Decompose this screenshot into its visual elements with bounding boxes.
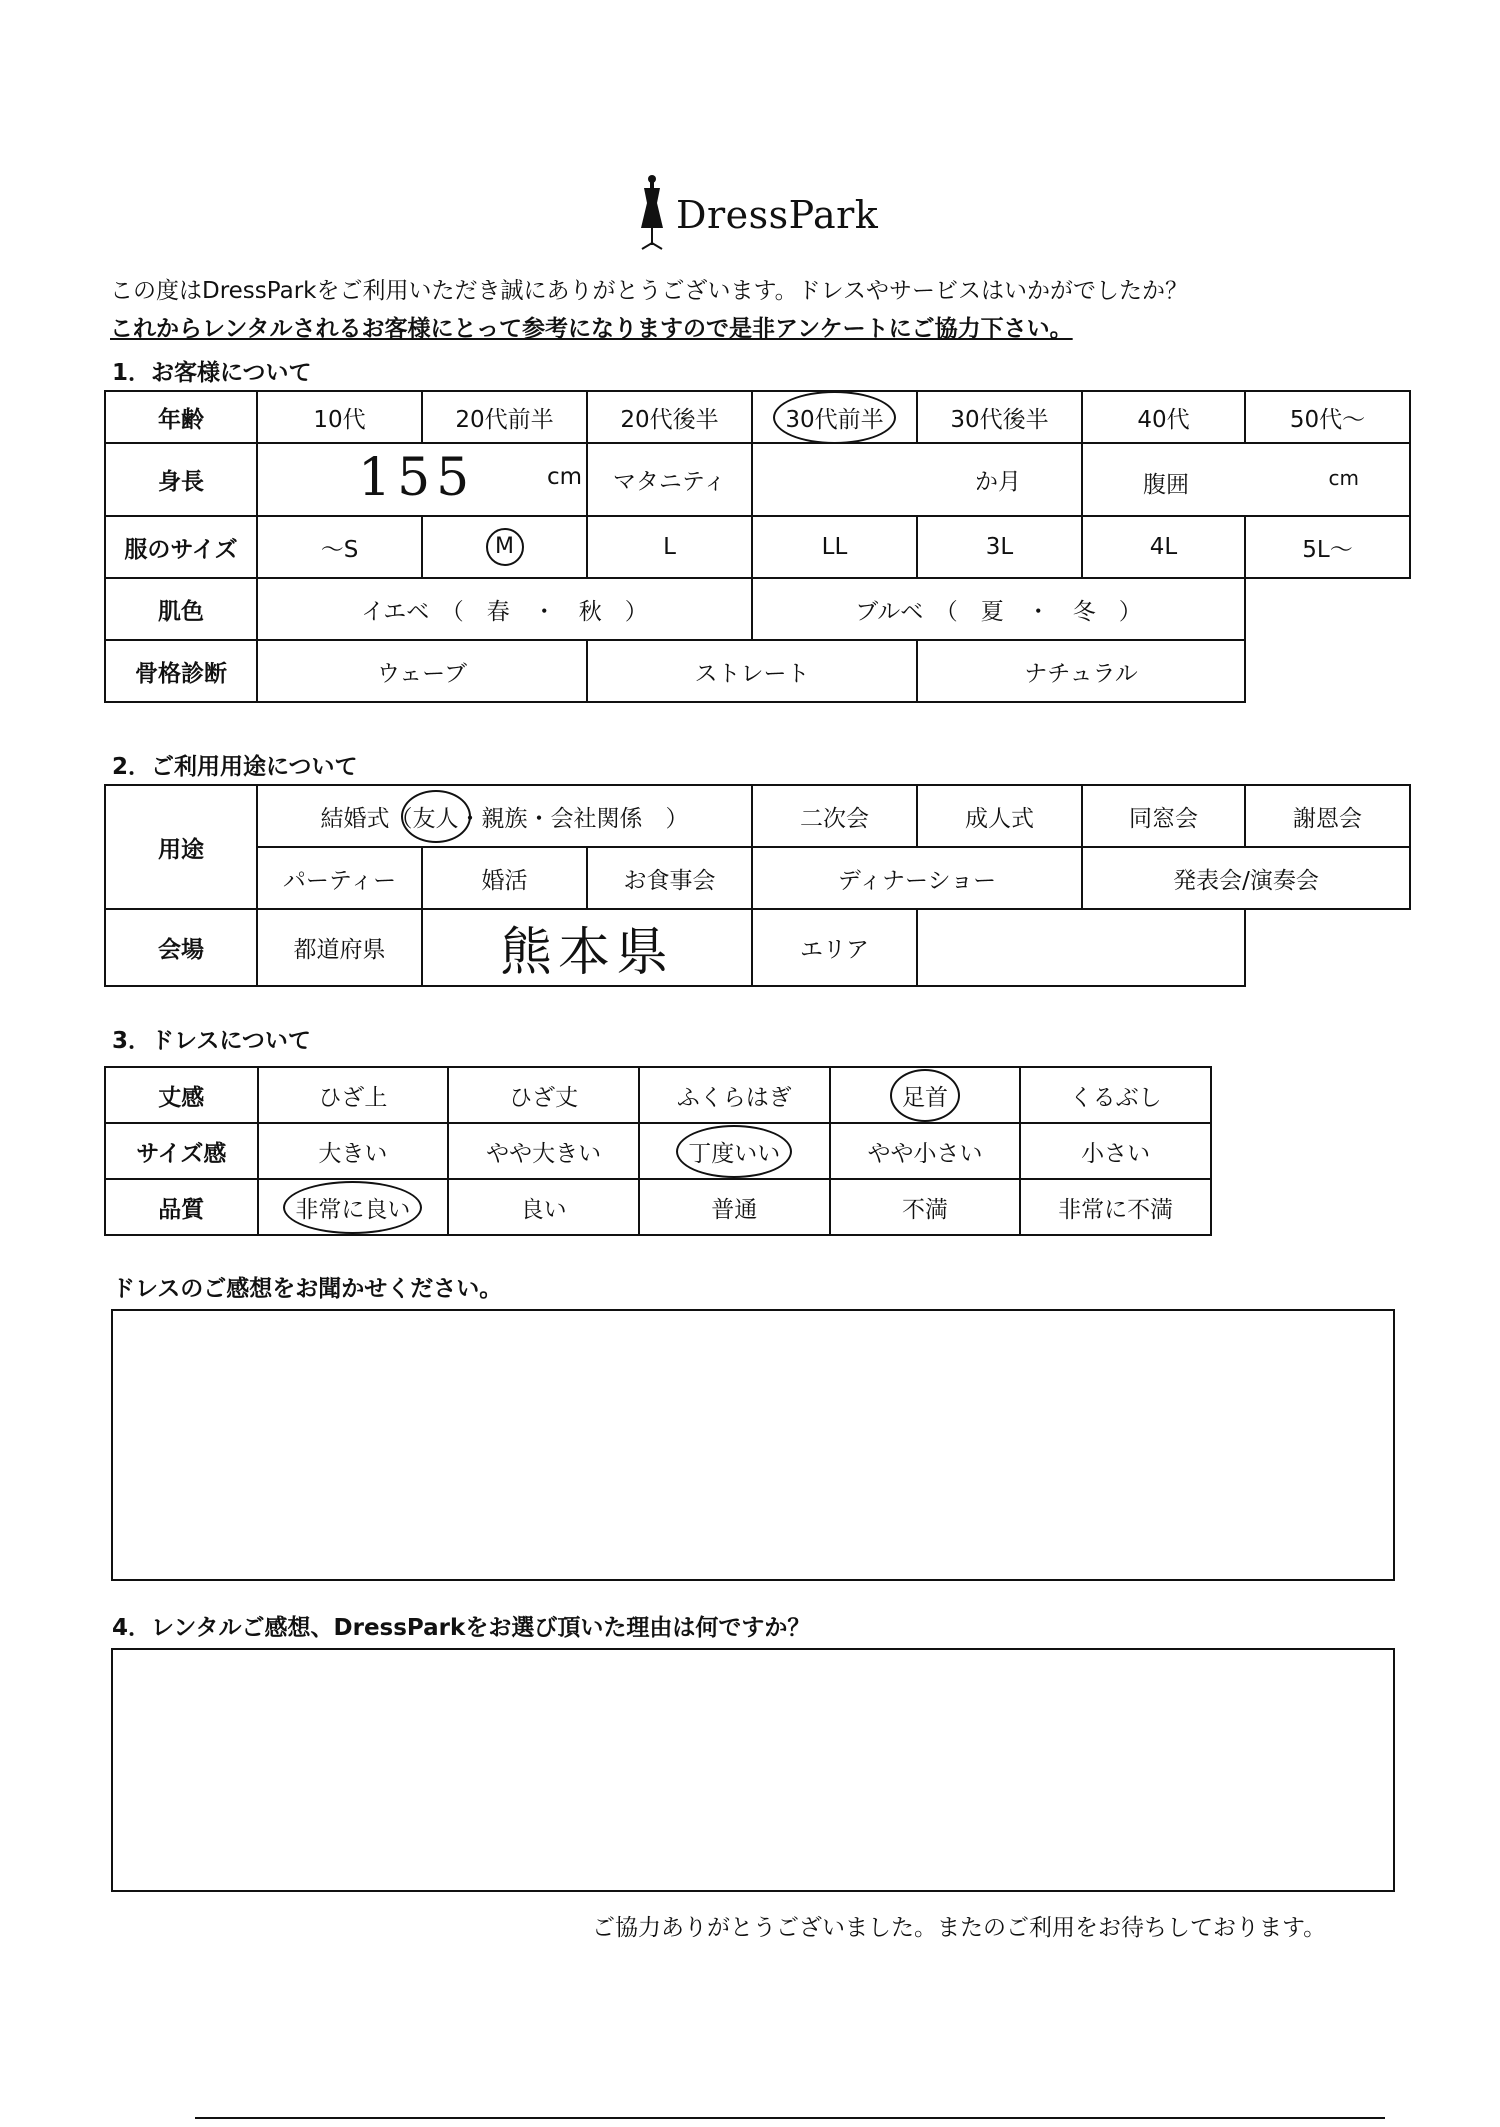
venue-row xyxy=(105,909,1410,986)
fit-option-selected[interactable] xyxy=(639,1123,830,1179)
height-label: 身長 xyxy=(105,443,257,516)
purpose-row-1 xyxy=(105,785,1410,847)
waist-field[interactable] xyxy=(1082,443,1410,516)
quality-option[interactable]: 良い xyxy=(448,1179,639,1235)
fit-option[interactable]: 小さい xyxy=(1020,1123,1211,1179)
size-row xyxy=(105,516,1410,578)
age-option[interactable]: 20代後半 xyxy=(587,391,752,443)
fit-option[interactable]: やや大きい xyxy=(448,1123,639,1179)
selection-circle: M xyxy=(486,528,524,566)
length-option[interactable]: ふくらはぎ xyxy=(639,1067,830,1123)
waist-unit: cm xyxy=(1328,466,1359,490)
wedding-prefix: 結婚式（ xyxy=(320,805,413,832)
wedding-rest: ・親族・会社関係 ） xyxy=(458,805,689,832)
purpose-option[interactable]: 二次会 xyxy=(752,785,917,847)
months-unit: か月 xyxy=(975,469,1021,495)
impressions-textarea[interactable] xyxy=(111,1309,1395,1581)
frame-option[interactable]: ナチュラル xyxy=(917,640,1245,702)
age-option[interactable]: 30代後半 xyxy=(917,391,1082,443)
age-option[interactable]: 40代 xyxy=(1082,391,1245,443)
size-option[interactable]: 5L～ xyxy=(1245,516,1410,578)
area-field[interactable] xyxy=(917,909,1245,986)
prefecture-value: 熊本県 xyxy=(500,923,675,983)
quality-row xyxy=(105,1179,1211,1235)
purpose-option[interactable]: お食事会 xyxy=(587,847,752,909)
length-option[interactable]: ひざ丈 xyxy=(448,1067,639,1123)
customer-table xyxy=(104,390,1411,703)
quality-option[interactable]: 非常に不満 xyxy=(1020,1179,1211,1235)
quality-option-selected[interactable] xyxy=(258,1179,449,1235)
selection-circle: 友人 xyxy=(413,800,459,833)
quality-option[interactable]: 不満 xyxy=(830,1179,1021,1235)
dress-table xyxy=(104,1066,1212,1236)
quality-option[interactable]: 普通 xyxy=(639,1179,830,1235)
section3-title: 3．ドレスについて xyxy=(112,1028,311,1054)
purpose-option[interactable]: ディナーショー xyxy=(752,847,1082,909)
length-option[interactable]: ひざ上 xyxy=(258,1067,449,1123)
impressions-label: ドレスのご感想をお聞かせください。 xyxy=(112,1276,503,1302)
skin-yellow-option[interactable]: イエベ （ 春 ・ 秋 ） xyxy=(257,578,752,640)
age-option-selected[interactable] xyxy=(752,391,917,443)
fit-option[interactable]: やや小さい xyxy=(830,1123,1021,1179)
size-option[interactable]: L xyxy=(587,516,752,578)
brand-name: DressPark xyxy=(676,193,879,237)
frame-row xyxy=(105,640,1410,702)
purpose-option[interactable]: 成人式 xyxy=(917,785,1082,847)
purpose-option[interactable]: 発表会/演奏会 xyxy=(1082,847,1410,909)
size-label: 服のサイズ xyxy=(105,516,257,578)
maternity-label: マタニティ xyxy=(587,443,752,516)
age-option[interactable]: 20代前半 xyxy=(422,391,587,443)
bottom-divider xyxy=(195,2117,1385,2119)
selection-circle: 足首 xyxy=(902,1079,948,1112)
purpose-table xyxy=(104,784,1411,987)
purpose-option[interactable]: パーティー xyxy=(257,847,422,909)
intro-request: これからレンタルされるお客様にとって参考になりますので是非アンケートにご協力下さい。 xyxy=(110,316,1073,342)
length-row xyxy=(105,1067,1211,1123)
skin-blue-option[interactable]: ブルベ （ 夏 ・ 冬 ） xyxy=(752,578,1245,640)
selection-circle: 丁度いい xyxy=(688,1135,780,1168)
reason-textarea[interactable] xyxy=(111,1648,1395,1892)
purpose-option[interactable]: 謝恩会 xyxy=(1245,785,1410,847)
selection-circle: 30代前半 xyxy=(785,401,883,434)
skin-row xyxy=(105,578,1410,640)
fit-label: サイズ感 xyxy=(105,1123,258,1179)
prefecture-label: 都道府県 xyxy=(257,909,422,986)
months-field[interactable] xyxy=(752,443,1082,516)
prefecture-field[interactable] xyxy=(422,909,752,986)
dresspark-logo xyxy=(632,173,879,253)
size-option[interactable]: 4L xyxy=(1082,516,1245,578)
length-option-selected[interactable] xyxy=(830,1067,1021,1123)
wedding-option[interactable] xyxy=(257,785,752,847)
frame-option[interactable]: ストレート xyxy=(587,640,917,702)
venue-label: 会場 xyxy=(105,909,257,986)
size-option[interactable]: LL xyxy=(752,516,917,578)
frame-label: 骨格診断 xyxy=(105,640,257,702)
size-option-selected[interactable] xyxy=(422,516,587,578)
purpose-row-2 xyxy=(105,847,1410,909)
size-option[interactable]: ～S xyxy=(257,516,422,578)
dress-form-icon xyxy=(632,173,672,253)
height-value: 155 xyxy=(358,448,476,508)
area-label: エリア xyxy=(752,909,917,986)
age-label: 年齢 xyxy=(105,391,257,443)
length-option[interactable]: くるぶし xyxy=(1020,1067,1211,1123)
intro-text: この度はDressParkをご利用いただき誠にありがとうございます。ドレスやサービスはいかがでしたか？ xyxy=(110,278,1188,304)
selection-circle: 非常に良い xyxy=(295,1191,410,1224)
fit-option[interactable]: 大きい xyxy=(258,1123,449,1179)
section2-title: 2．ご利用用途について xyxy=(112,754,358,780)
length-label: 丈感 xyxy=(105,1067,258,1123)
section4-title: 4．レンタルご感想、DressParkをお選び頂いた理由は何ですか？ xyxy=(112,1615,811,1641)
size-option[interactable]: 3L xyxy=(917,516,1082,578)
quality-label: 品質 xyxy=(105,1179,258,1235)
purpose-option[interactable]: 同窓会 xyxy=(1082,785,1245,847)
age-option[interactable]: 50代～ xyxy=(1245,391,1410,443)
section1-title: 1．お客様について xyxy=(112,360,312,386)
waist-label: 腹囲 xyxy=(1143,472,1189,498)
skin-label: 肌色 xyxy=(105,578,257,640)
thanks-message: ご協力ありがとうございました。またのご利用をお待ちしております。 xyxy=(592,1915,1327,1941)
purpose-label: 用途 xyxy=(105,785,257,909)
age-row xyxy=(105,391,1410,443)
fit-row xyxy=(105,1123,1211,1179)
frame-option[interactable]: ウェーブ xyxy=(257,640,587,702)
purpose-option[interactable]: 婚活 xyxy=(422,847,587,909)
height-field[interactable] xyxy=(257,443,587,516)
height-row xyxy=(105,443,1410,516)
height-unit: cm xyxy=(546,464,582,490)
age-option[interactable]: 10代 xyxy=(257,391,422,443)
